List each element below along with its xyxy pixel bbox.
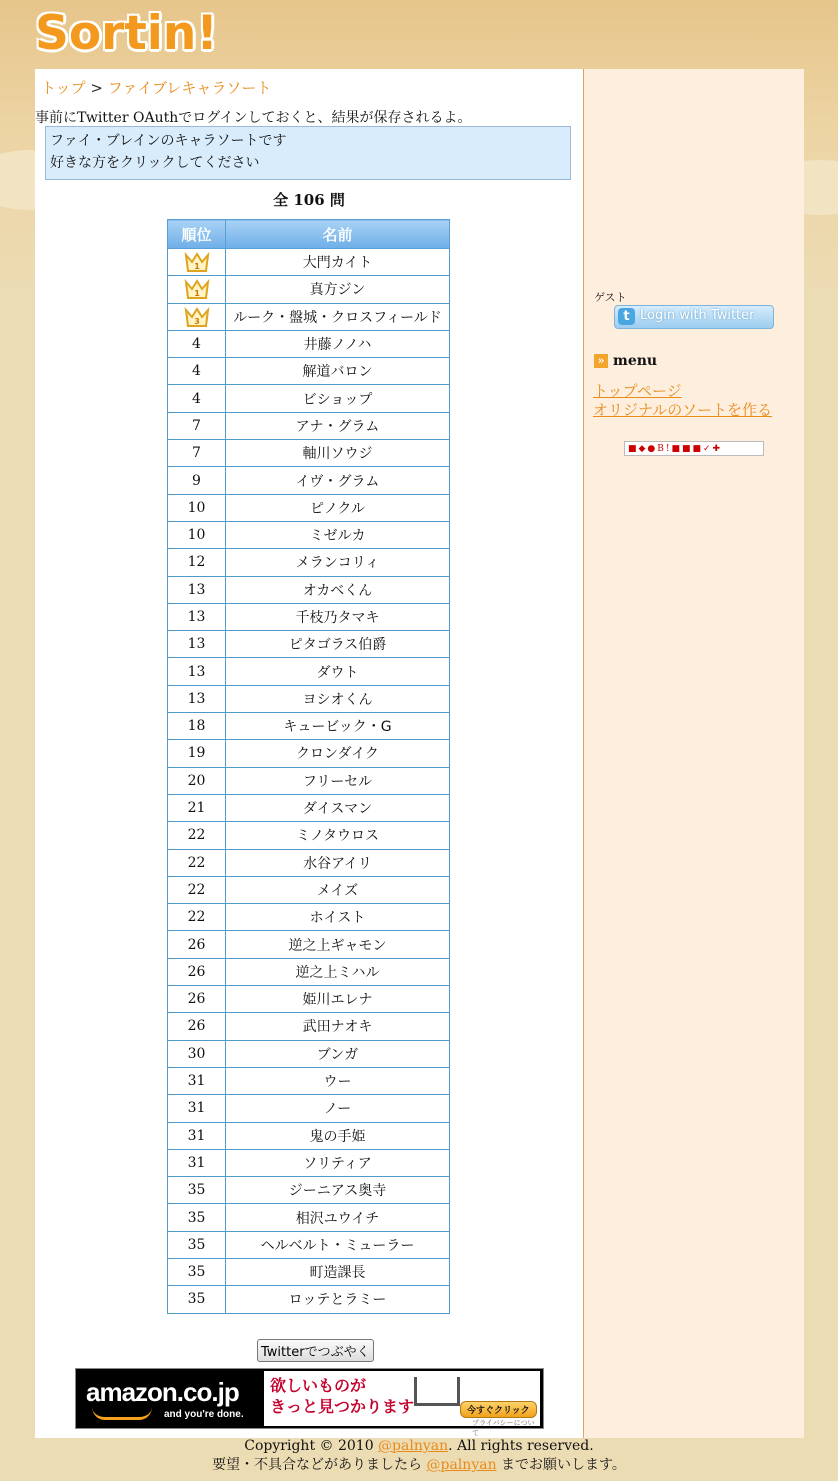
name-cell: 逆之上ギャモン <box>226 931 450 958</box>
name-cell: ミノタウロス <box>226 822 450 849</box>
name-cell: ピノクル <box>226 494 450 521</box>
name-cell: 真方ジン <box>226 276 450 303</box>
login-button-label: Login with Twitter <box>640 308 755 323</box>
rank-cell: 19 <box>168 740 226 767</box>
info-line-1: ファイ・ブレインのキャラソートです <box>50 133 287 149</box>
request-text: 要望・不具合などがありましたら <box>212 1457 427 1473</box>
name-cell: イヴ・グラム <box>226 467 450 494</box>
rank-cell: 22 <box>168 904 226 931</box>
table-row <box>168 494 450 521</box>
name-cell: 相沢ユウイチ <box>226 1204 450 1231</box>
rank-cell: 13 <box>168 576 226 603</box>
name-cell: ルーク・盤城・クロスフィールド <box>226 303 450 330</box>
table-row <box>168 1177 450 1204</box>
rank-cell: 10 <box>168 494 226 521</box>
name-cell: 解道バロン <box>226 358 450 385</box>
table-row <box>168 904 450 931</box>
menu-title: menu <box>613 353 658 369</box>
table-row <box>168 1149 450 1176</box>
table-row <box>168 767 450 794</box>
rank-cell: 21 <box>168 794 226 821</box>
breadcrumb-home-link[interactable]: トップ <box>41 79 86 97</box>
amazon-privacy-link[interactable]: プライバシーについて <box>472 1419 535 1437</box>
name-cell: ダイスマン <box>226 794 450 821</box>
name-cell: クロンダイク <box>226 740 450 767</box>
breadcrumb <box>41 77 271 98</box>
amazon-logo: amazon.co.jp <box>86 1377 239 1407</box>
contact-link[interactable]: @palnyan <box>426 1457 497 1473</box>
table-row <box>168 1231 450 1258</box>
table-row <box>168 467 450 494</box>
rank-cell: 26 <box>168 958 226 985</box>
table-row <box>168 249 450 276</box>
table-row <box>168 876 450 903</box>
request-line <box>0 1456 838 1475</box>
breadcrumb-separator: > <box>90 79 103 97</box>
name-cell: ソリティア <box>226 1149 450 1176</box>
crown-rank-label: 1 <box>193 262 200 272</box>
name-cell: アナ・グラム <box>226 412 450 439</box>
table-row <box>168 658 450 685</box>
info-line-2: 好きな方をクリックしてください <box>50 155 260 171</box>
rank-cell: 35 <box>168 1286 226 1313</box>
name-cell: ビショップ <box>226 385 450 412</box>
rank-cell <box>168 249 226 276</box>
name-cell: 水谷アイリ <box>226 849 450 876</box>
rank-cell: 13 <box>168 658 226 685</box>
table-row <box>168 303 450 330</box>
copyright-line <box>0 1437 838 1456</box>
table-header-row <box>168 220 450 249</box>
rank-cell: 13 <box>168 603 226 630</box>
amazon-ad-line-2: きっと見つかります <box>270 1397 415 1416</box>
login-with-twitter-button[interactable] <box>614 305 774 329</box>
copyright-text: Copyright © 2010 <box>244 1438 379 1454</box>
amazon-ad-copy <box>270 1375 414 1417</box>
total-questions: 全 106 問 <box>273 191 345 209</box>
login-notice: 事前にTwitter OAuthでログインしておくと、結果が保存されるよ。 <box>35 110 472 126</box>
table-row <box>168 631 450 658</box>
name-cell: メイズ <box>226 876 450 903</box>
rights-text: . All rights reserved. <box>448 1438 594 1454</box>
ranking-table <box>167 219 450 1314</box>
amazon-smile-icon <box>92 1407 152 1420</box>
table-row <box>168 1286 450 1313</box>
name-cell: ブンガ <box>226 1040 450 1067</box>
site-logo[interactable]: Sortin! <box>35 6 218 61</box>
twitter-icon: t <box>618 308 635 325</box>
name-cell: キュービック・G <box>226 713 450 740</box>
amazon-click-button[interactable]: 今すぐクリック <box>460 1401 537 1418</box>
rank-cell <box>168 276 226 303</box>
table-row <box>168 330 450 357</box>
rank-cell: 26 <box>168 1013 226 1040</box>
name-cell: 井藤ノノハ <box>226 330 450 357</box>
rank-cell: 31 <box>168 1122 226 1149</box>
name-cell: 鬼の手姫 <box>226 1122 450 1149</box>
name-cell: 姫川エレナ <box>226 986 450 1013</box>
name-cell: ホイスト <box>226 904 450 931</box>
table-row <box>168 1204 450 1231</box>
name-cell: 大門カイト <box>226 249 450 276</box>
rank-cell: 12 <box>168 549 226 576</box>
rank-cell: 22 <box>168 822 226 849</box>
rank-cell: 31 <box>168 1095 226 1122</box>
table-row <box>168 603 450 630</box>
table-row <box>168 358 450 385</box>
name-cell: フリーセル <box>226 767 450 794</box>
table-row <box>168 549 450 576</box>
name-cell: ミゼルカ <box>226 521 450 548</box>
name-cell: ダウト <box>226 658 450 685</box>
table-row <box>168 1258 450 1285</box>
table-row <box>168 1067 450 1094</box>
rank-cell: 4 <box>168 358 226 385</box>
footer <box>0 1437 838 1475</box>
rank-cell: 35 <box>168 1177 226 1204</box>
name-cell: 逆之上ミハル <box>226 958 450 985</box>
column-header-name: 名前 <box>226 220 450 249</box>
name-cell: ピタゴラス伯爵 <box>226 631 450 658</box>
rank-cell: 22 <box>168 876 226 903</box>
menu-links <box>593 382 772 420</box>
table-row <box>168 576 450 603</box>
social-bookmark-icons[interactable]: ■◆●B!■■■✓✚ <box>624 441 764 456</box>
rank-cell: 4 <box>168 330 226 357</box>
rank-cell: 22 <box>168 849 226 876</box>
amazon-tagline: and you're done. <box>164 1409 244 1420</box>
rank-cell: 7 <box>168 440 226 467</box>
crown-rank-label: 1 <box>193 289 200 299</box>
name-cell: ウー <box>226 1067 450 1094</box>
rank-cell: 9 <box>168 467 226 494</box>
crown-rank-label: 3 <box>193 316 200 326</box>
table-row <box>168 440 450 467</box>
table-row <box>168 521 450 548</box>
rank-cell: 26 <box>168 931 226 958</box>
name-cell: ヨシオくん <box>226 685 450 712</box>
table-row <box>168 931 450 958</box>
name-cell: ヘルベルト・ミューラー <box>226 1231 450 1258</box>
table-row <box>168 1013 450 1040</box>
shopping-cart-icon <box>414 1377 460 1406</box>
table-row <box>168 794 450 821</box>
crown-icon <box>184 306 210 328</box>
rank-cell: 30 <box>168 1040 226 1067</box>
table-row <box>168 1040 450 1067</box>
name-cell: オカベくん <box>226 576 450 603</box>
column-header-rank: 順位 <box>168 220 226 249</box>
menu-heading <box>594 353 657 369</box>
sidebar <box>583 69 804 1438</box>
name-cell: 千枝乃タマキ <box>226 603 450 630</box>
name-cell: メランコリィ <box>226 549 450 576</box>
table-row <box>168 1095 450 1122</box>
main-content <box>35 69 583 1438</box>
name-cell: ロッテとラミー <box>226 1286 450 1313</box>
rank-cell: 35 <box>168 1204 226 1231</box>
table-row <box>168 849 450 876</box>
table-row <box>168 685 450 712</box>
table-row <box>168 740 450 767</box>
amazon-ad-line-1: 欲しいものが <box>270 1376 367 1395</box>
sort-info-box <box>45 126 571 180</box>
table-row <box>168 412 450 439</box>
menu-link-top[interactable]: トップページ <box>593 382 682 400</box>
name-cell: ノー <box>226 1095 450 1122</box>
guest-label: ゲスト <box>594 291 627 304</box>
rank-cell: 18 <box>168 713 226 740</box>
tweet-button[interactable]: Twitterでつぶやく <box>257 1339 374 1362</box>
double-chevron-icon: » <box>594 354 608 368</box>
table-row <box>168 822 450 849</box>
rank-cell: 4 <box>168 385 226 412</box>
table-row <box>168 1122 450 1149</box>
rank-cell <box>168 303 226 330</box>
crown-icon <box>184 278 210 300</box>
table-row <box>168 713 450 740</box>
rank-cell: 13 <box>168 631 226 658</box>
name-cell: ジーニアス奥寺 <box>226 1177 450 1204</box>
rank-cell: 26 <box>168 986 226 1013</box>
crown-icon <box>184 251 210 273</box>
rank-cell: 10 <box>168 521 226 548</box>
rank-cell: 35 <box>168 1258 226 1285</box>
amazon-ad-panel <box>264 1371 540 1437</box>
name-cell: 軸川ソウジ <box>226 440 450 467</box>
rank-cell: 31 <box>168 1149 226 1176</box>
rank-cell: 20 <box>168 767 226 794</box>
table-row <box>168 385 450 412</box>
rank-cell: 31 <box>168 1067 226 1094</box>
name-cell: 町造課長 <box>226 1258 450 1285</box>
amazon-banner[interactable] <box>75 1368 544 1437</box>
author-link[interactable]: @palnyan <box>378 1438 449 1454</box>
rank-cell: 7 <box>168 412 226 439</box>
breadcrumb-current-link[interactable]: ファイブレキャラソート <box>107 79 272 97</box>
rank-cell: 13 <box>168 685 226 712</box>
table-row <box>168 986 450 1013</box>
ranking-table-body <box>168 249 450 1314</box>
table-row <box>168 958 450 985</box>
request-text-end: までお願いします。 <box>496 1457 626 1473</box>
rank-cell: 35 <box>168 1231 226 1258</box>
menu-link-create-sort[interactable]: オリジナルのソートを作る <box>593 401 772 419</box>
name-cell: 武田ナオキ <box>226 1013 450 1040</box>
table-row <box>168 276 450 303</box>
